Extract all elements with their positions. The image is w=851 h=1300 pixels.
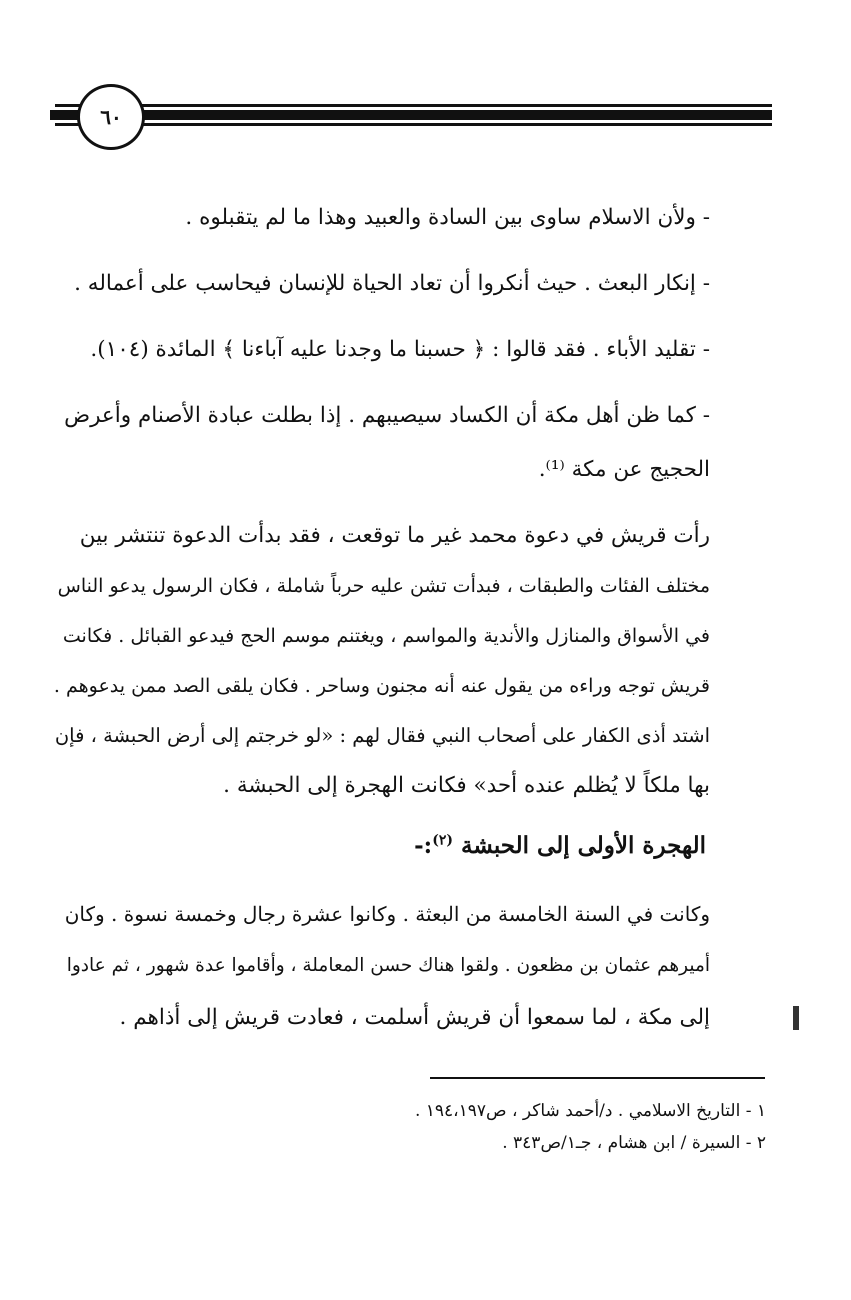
bullet-line: الحجيج عن مكة ⁽¹⁾. bbox=[538, 457, 710, 482]
bullet-line: - تقليد الأباء . فقد قالوا : ﴿ حسبنا ما وجدنا عليه آباءنا ﴾ المائدة (١٠٤). bbox=[90, 337, 710, 362]
bullet-line: - كما ظن أهل مكة أن الكساد سيصيبهم . إذا بطلت عبادة الأصنام وأعرض bbox=[64, 403, 710, 428]
page-number-badge bbox=[77, 84, 145, 150]
page-header bbox=[0, 0, 851, 170]
section-heading-text: الهجرة الأولى إلى الحبشة bbox=[460, 832, 706, 859]
section-heading-suffix: :- bbox=[414, 832, 433, 859]
paragraph-line: في الأسواق والمنازل والأندية والمواسم ، ويغتنم موسم الحج فيدعو القبائل . فكانت bbox=[62, 625, 710, 647]
paragraph-line: رأت قريش في دعوة محمد غير ما توقعت ، فقد بدأت الدعوة تنتشر بين bbox=[79, 523, 710, 548]
section-heading bbox=[414, 832, 706, 859]
page-number: ٦٠ bbox=[100, 105, 122, 129]
footnote: ١ - التاريخ الاسلامي . د/أحمد شاكر ، ص١٩٤،١٩٧ . bbox=[414, 1101, 766, 1121]
paragraph-line: اشتد أذى الكفار على أصحاب النبي فقال لهم : «لو خرجتم إلى أرض الحبشة ، فإن bbox=[54, 724, 710, 747]
paragraph-line: مختلف الفئات والطبقات ، فبدأت تشن عليه حرباً شاملة ، فكان الرسول يدعو الناس bbox=[57, 575, 710, 597]
header-rule-thin-top bbox=[140, 104, 772, 107]
footnote-ref: (٢) bbox=[432, 832, 453, 849]
bullet-line: - إنكار البعث . حيث أنكروا أن تعاد الحياة للإنسان فيحاسب على أعماله . bbox=[74, 271, 710, 296]
bullet-line: - ولأن الاسلام ساوى بين السادة والعبيد وهذا ما لم يتقبلوه . bbox=[185, 205, 710, 230]
footnote: ٢ - السيرة / ابن هشام ، جـ١/ص٣٤٣ . bbox=[502, 1133, 766, 1153]
paragraph-line: قريش توجه وراءه من يقول عنه أنه مجنون وساحر . فكان يلقى الصد ممن يدعوهم . bbox=[53, 675, 710, 697]
paragraph-line: وكانت في السنة الخامسة من البعثة . وكانوا عشرة رجال وخمسة نسوة . وكان bbox=[64, 902, 710, 926]
footnote-separator bbox=[430, 1077, 765, 1079]
header-rule-left-stub bbox=[50, 110, 80, 120]
header-rule-left-stub bbox=[55, 104, 80, 107]
paragraph-line: بها ملكاً لا يُظلم عنده أحد» فكانت الهجرة إلى الحبشة . bbox=[223, 773, 710, 798]
header-rule-thin-bottom bbox=[140, 123, 772, 126]
paragraph-line: إلى مكة ، لما سمعوا أن قريش أسلمت ، فعادت قريش إلى أذاهم . bbox=[119, 1005, 710, 1030]
header-rule-left-stub bbox=[55, 123, 80, 126]
margin-marker bbox=[793, 1006, 799, 1030]
paragraph-line: أميرهم عثمان بن مظعون . ولقوا هناك حسن المعاملة ، وأقاموا عدة شهور ، ثم عادوا bbox=[66, 955, 710, 976]
header-rule-thick bbox=[140, 110, 772, 120]
